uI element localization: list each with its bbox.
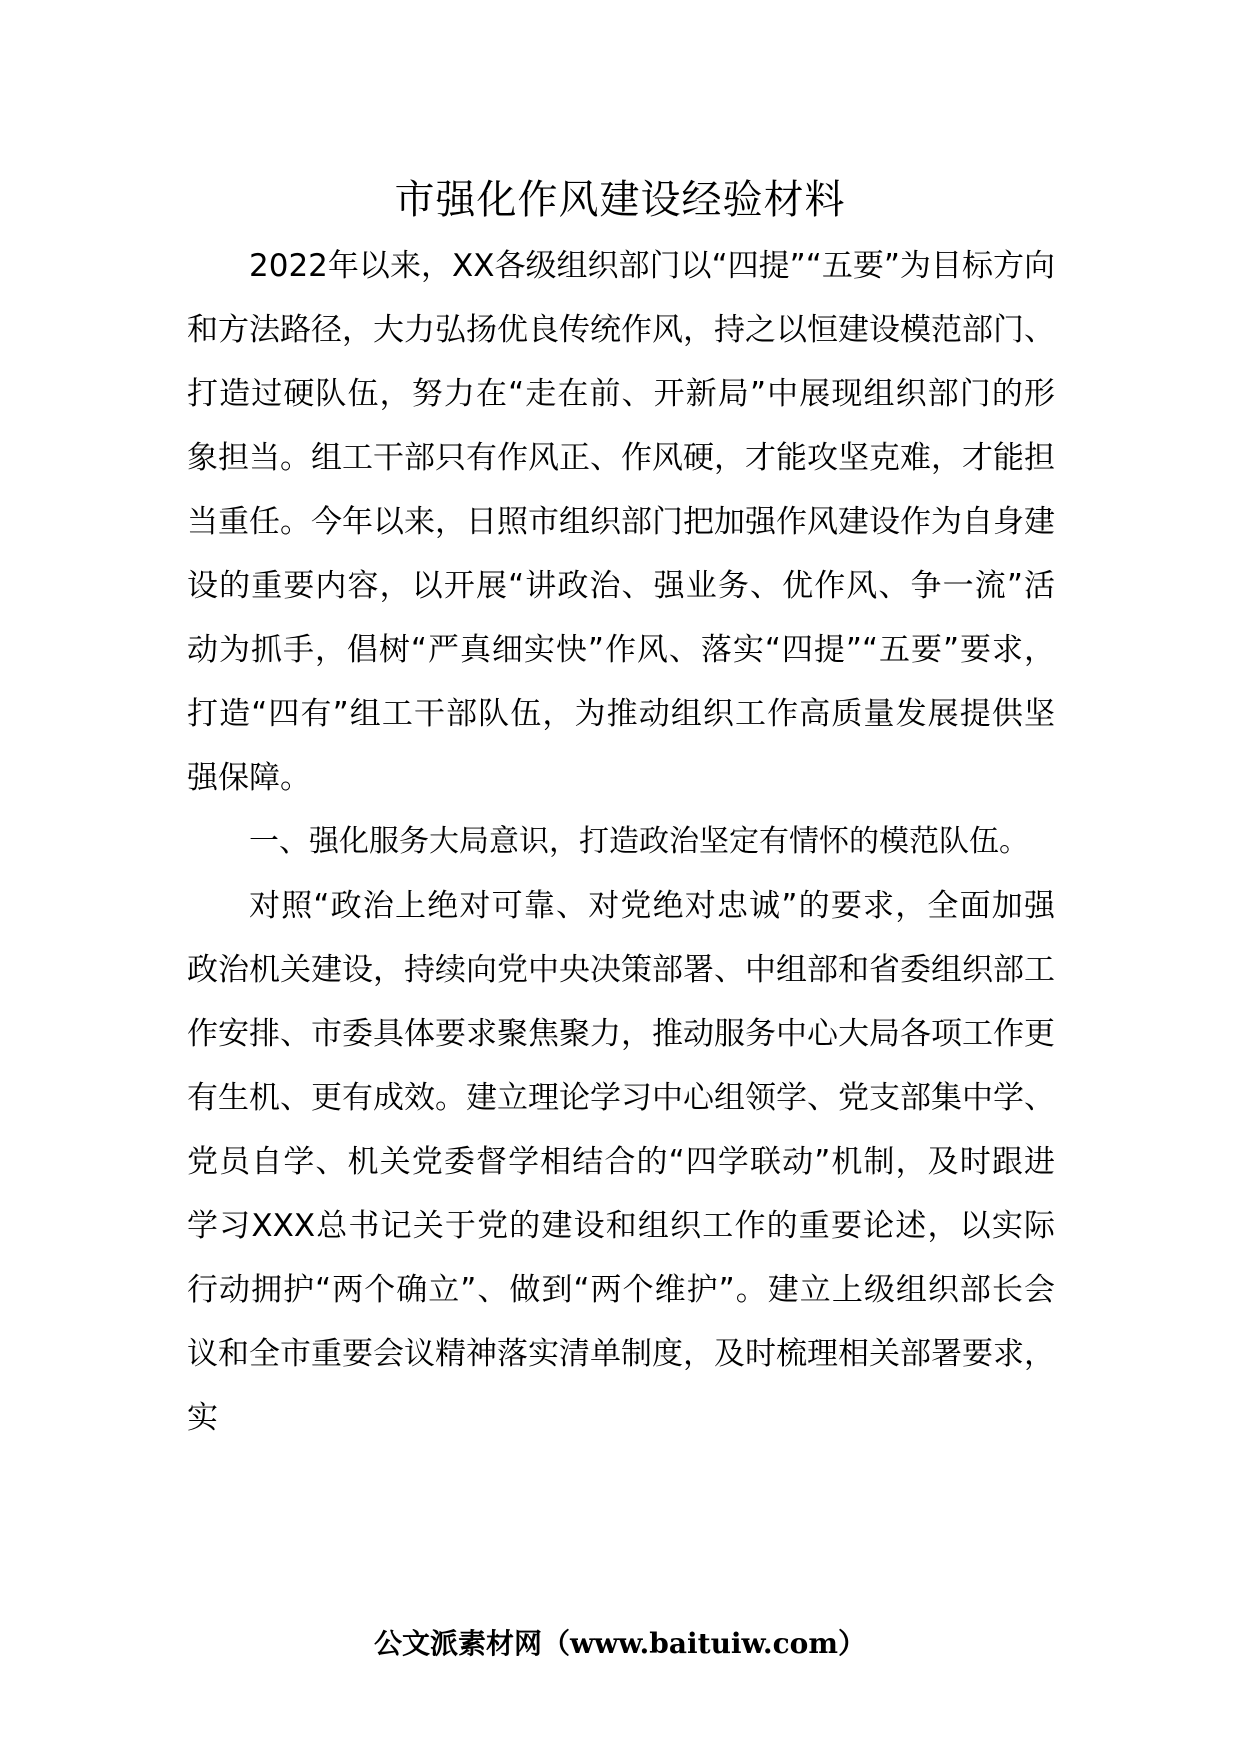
section-heading: 一、强化服务大局意识，打造政治坚定有情怀的模范队伍。 — [249, 824, 1029, 859]
intro-paragraph: 2022年以来，XX各级组织部门以“四提”“五要”为目标方向和方法路径，大力弘扬优良传统作风，持之以恒建设模范部门、打造过硬队伍，努力在“走在前、开新局”中展现组织部门的形象担当。组工干部只有作风正、作风硬，才能攻坚克难，才能担当重任。今年以来，日照市组织部门把加强作风建设作为自身建设的重要内容，以开展“讲政治、强业务、优作风、争一流”活动为抓手，倡树“严真细实快”作风、落实“四提”“五要”要求，打造“四有”组工干部队伍，为推动组织工作高质量发展提供坚强保障。 — [187, 248, 1055, 796]
section-paragraph: 对照“政治上绝对可靠、对党绝对忠诚”的要求，全面加强政治机关建设，持续向党中央决策部署、中组部和省委组织部工作安排、市委具体要求聚焦聚力，推动服务中心大局各项工作更有生机、更有成效。建立理论学习中心组领学、党支部集中学、党员自学、机关党委督学相结合的“四学联动”机制，及时跟进学习XXX总书记关于党的建设和组织工作的重要论述，以实际行动拥护“两个确立”、做到“两个维护”。建立上级组织部长会议和全市重要会议精神落实清单制度，及时梳理相关部署要求，实 — [187, 888, 1055, 1436]
document-title: 市强化作风建设经验材料 — [394, 177, 846, 223]
document-body — [187, 234, 1055, 1450]
footer-watermark: 公文派素材网（www.baituiw.com） — [374, 1627, 866, 1660]
